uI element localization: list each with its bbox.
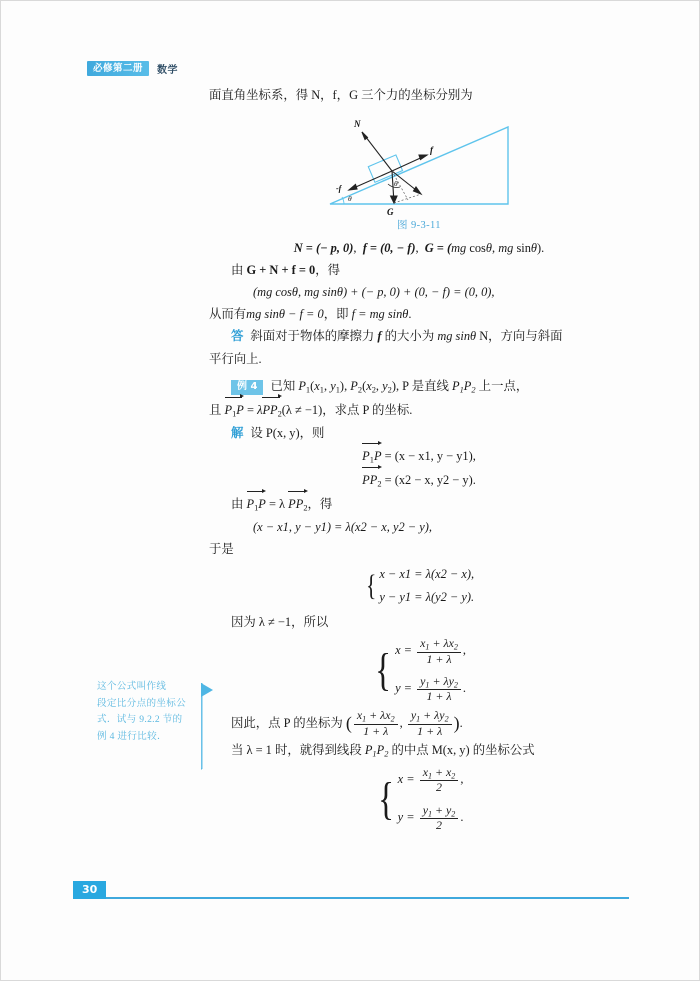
equation-substituted: [209, 517, 629, 537]
eq-G-cos: cos: [469, 241, 486, 256]
sys2-x-lhs: x =: [395, 643, 413, 658]
example-statement: [209, 376, 629, 397]
answer-magnitude: mg sinθ: [437, 329, 477, 344]
example-p1-sep: ,: [324, 378, 331, 393]
sys2-x-num: $x_1 + \lambda x_2$: [420, 636, 458, 652]
paragraph-thus: [209, 304, 629, 324]
header-subject-label: 数学: [157, 65, 179, 76]
example-P2-sub: 2: [357, 384, 363, 395]
eq-by-prefix: 由: [231, 496, 247, 511]
eq-N: N = (− p, 0): [293, 241, 354, 256]
brace-icon-tall-2: {: [377, 773, 394, 825]
figure-label-N: N: [354, 119, 361, 130]
brace-icon: {: [365, 568, 377, 602]
fraction-result-x: $\frac{x_1 + \lambda x_2}{1 + \lambda}$: [354, 709, 398, 738]
example-comma: ,: [344, 378, 351, 393]
sys2-x-tail: ,: [462, 643, 467, 658]
paragraph-sum-condition: [209, 260, 629, 280]
system-equations-2: [209, 637, 629, 703]
when-lambda-segment: $P_1P_2$: [364, 742, 389, 759]
sys3-y-den: 2: [436, 817, 442, 832]
fraction-y-lambda: [417, 675, 461, 704]
margin-note-line-4: 例 4 进行比较．: [97, 730, 167, 742]
intro-text: 面直角坐标系，得 N，f，G 三个力的坐标分别为: [209, 88, 473, 102]
paragraph-yushi: [209, 539, 629, 559]
example-P1-sub: 1: [305, 384, 311, 395]
eq-G-open: G = (: [424, 241, 452, 256]
because-text: 因为 λ ≠ −1，所以: [231, 615, 329, 630]
example-P2: P: [350, 378, 358, 393]
condition-mid: (λ ≠ −1)，求点 P 的坐标.: [281, 402, 413, 417]
eq-G-close: ).: [537, 241, 545, 256]
condition-prefix: 且: [209, 402, 225, 417]
thus-prefix: 从而有: [209, 307, 247, 322]
example-p1-y: y: [330, 378, 336, 393]
paragraph-midpoint-intro: [209, 740, 629, 761]
answer-unit: N，方向与斜面: [476, 329, 563, 344]
eq-G-mg2: mg: [498, 241, 514, 256]
example-p2-x-sub: 2: [371, 384, 376, 395]
fraction-midpoint-x: [420, 766, 459, 795]
eq-G-theta1: θ: [485, 241, 492, 256]
sys3-y-tail: .: [460, 809, 464, 824]
example-p2-x: x: [366, 378, 372, 393]
example-condition: 且 $P_1P = \lambda PP_2(\lambda \ne -1)$，求点 P 的坐标.: [209, 399, 629, 421]
brace-icon-tall: {: [375, 644, 391, 696]
example-p1-close: ): [339, 378, 345, 393]
sys2-x-den: 1 + λ: [426, 651, 452, 666]
therefore-tail: .: [459, 715, 463, 730]
answer-text-1: 斜面对于物体的摩擦力: [250, 329, 378, 344]
equation-by-relation: [209, 493, 629, 515]
fraction-midpoint-y: [420, 804, 459, 833]
eq-pp2-rhs: = (x2 − x, y2 − y).: [384, 472, 476, 487]
example-line-P1P2: $P_1P_2$: [451, 378, 476, 395]
eq-substituted: (x − x1, y − y1) = λ(x2 − x, y2 − y),: [253, 519, 432, 534]
margin-note: [97, 679, 201, 745]
sys3-x-num: $x_1 + x_2$: [422, 764, 456, 781]
sys3-y-num: $y_1 + y_2$: [422, 802, 456, 818]
eq-G-sin: sin: [516, 241, 531, 256]
example-p1-x: x: [314, 378, 320, 393]
margin-note-line-1: 这个公式叫作线: [97, 681, 167, 692]
figure-label-theta-block: θ: [394, 179, 398, 189]
figure-label-G: G: [387, 207, 394, 217]
example-solution-intro: [209, 423, 629, 443]
sys2-y-den: 1 + λ: [426, 689, 452, 704]
eq-by-middle: = λ: [265, 496, 289, 511]
figure-block: [209, 108, 629, 234]
de-label: ，得: [315, 263, 340, 278]
answer-line2: 平行向上.: [209, 351, 262, 366]
paragraph-therefore: 因此，点 P 的坐标为 ( $\frac{x_1 + \lambda x_2}{1 + \lambda}$ , $\frac{y_1 + \lambda y_2}{1 + \lambda}$ ).: [231, 708, 463, 738]
sys3-y-lhs: y =: [397, 809, 415, 824]
paragraph-answer: [209, 326, 629, 346]
page-content: [209, 85, 629, 837]
page-header: [87, 61, 178, 76]
example-p2-open: (: [362, 378, 367, 393]
answer-symbol-f: f: [377, 329, 382, 344]
fraction-result-y: $\frac{y_1 + \lambda y_2}{1 + \lambda}$: [408, 709, 452, 738]
by-label: 由: [231, 263, 247, 278]
therefore-prefix: 因此，点 P 的坐标为: [231, 715, 346, 730]
paragraph-because: [209, 612, 629, 632]
example-p1-x-sub: 1: [319, 384, 324, 395]
eq-G-mg1: mg: [451, 241, 467, 256]
inclined-plane-figure: [324, 108, 514, 216]
vector-PP2: $PP_2$: [262, 399, 281, 421]
yushi-label: 于是: [209, 541, 234, 556]
eq-expand: (mg cosθ, mg sinθ) + (− p, 0) + (0, − f) = (0, 0),: [253, 285, 495, 300]
figure-label-neg-f: -f: [336, 184, 342, 194]
figure-label-f: f: [430, 145, 433, 156]
system-equations-1: [209, 564, 629, 607]
margin-note-line-3: 式．试与 9.2.2 节的: [97, 714, 183, 725]
eq-force-sum: G + N + f = 0: [246, 263, 316, 278]
example-p1-open: (: [310, 378, 315, 393]
vector-P1P-rel: $P_1P$: [247, 493, 266, 515]
equation-vector-P1P: [209, 445, 629, 467]
solution-set-text: 设 P(x, y)，则: [250, 425, 325, 440]
thus-eq2: f = mg sinθ: [351, 307, 409, 322]
example-tag: 例 4: [231, 380, 263, 396]
header-volume-badge: 必修第二册: [87, 61, 149, 76]
answer-label: 答: [231, 329, 244, 344]
sys3-x-tail: ,: [460, 772, 464, 787]
equation-vector-PP2: [209, 469, 629, 491]
thus-eq1: mg sinθ − f = 0: [246, 307, 324, 322]
answer-text-2: 的大小为: [381, 329, 438, 344]
sys1-row1: x − x1 = λ(x2 − x),: [379, 567, 475, 582]
eq-by-end: ，得: [307, 496, 333, 511]
vector-PP2-rel: $PP_2$: [288, 493, 307, 515]
vector-PP2-eq: $PP_2$: [362, 469, 381, 491]
sys2-y-lhs: y =: [395, 681, 413, 696]
when-lambda-post: 的中点 M(x, y) 的坐标公式: [388, 742, 535, 757]
sys3-x-den: 2: [436, 780, 442, 795]
sys3-x-lhs: x =: [397, 772, 415, 787]
equation-force-coordinates: N = (− p, 0), f = (0, − f), G = (mg cosθ, mg sinθ).: [293, 241, 545, 256]
fraction-x-lambda: [417, 637, 461, 666]
page-number: 30: [73, 881, 106, 899]
sys1-row2: y − y1 = λ(y2 − y).: [379, 590, 475, 605]
example-statement-3: 上一点，: [475, 378, 529, 393]
example-p2-y-sub: 2: [387, 384, 392, 395]
example-statement-1: 已知: [270, 378, 299, 393]
example-p2-sep: ,: [375, 378, 383, 393]
paragraph-answer-line2: [209, 349, 629, 369]
thus-mid: ，即: [323, 307, 352, 322]
condition-lambda: λ: [257, 402, 263, 417]
figure-label-theta-base: θ: [348, 194, 352, 204]
margin-note-line-2: 段定比分点的坐标公: [97, 697, 187, 709]
equation-expanded-sum: [209, 282, 629, 302]
footer-divider: [73, 897, 629, 899]
when-lambda-prefix: 当 λ = 1 时，就得到线段: [231, 742, 365, 757]
sys2-y-num: $y_1 + \lambda y_2$: [420, 673, 458, 690]
eq-f: f = (0, − f): [362, 241, 416, 256]
margin-note-pointer-icon: [201, 681, 215, 771]
thus-end: .: [408, 307, 412, 322]
figure-caption: 图 9-3-11: [397, 220, 441, 232]
example-p1-y-sub: 1: [335, 384, 340, 395]
solution-label: 解: [231, 425, 244, 440]
eq-G-theta2: θ: [530, 241, 538, 256]
example-statement-2: , P 是直线: [395, 378, 452, 393]
example-p2-close: ): [391, 378, 396, 393]
example-p2-y: y: [382, 378, 388, 393]
paragraph-intro: [209, 85, 629, 105]
eq-p1p-rhs: = (x − x1, y − y1),: [384, 448, 476, 463]
eq-G-mid: ,: [491, 241, 499, 256]
system-equations-3: [209, 766, 629, 832]
vector-P1P: $P_1P$: [225, 399, 244, 421]
vector-P1P-eq: $P_1P$: [362, 445, 381, 467]
example-P1: P: [298, 378, 306, 393]
sys2-y-tail: .: [462, 681, 467, 696]
